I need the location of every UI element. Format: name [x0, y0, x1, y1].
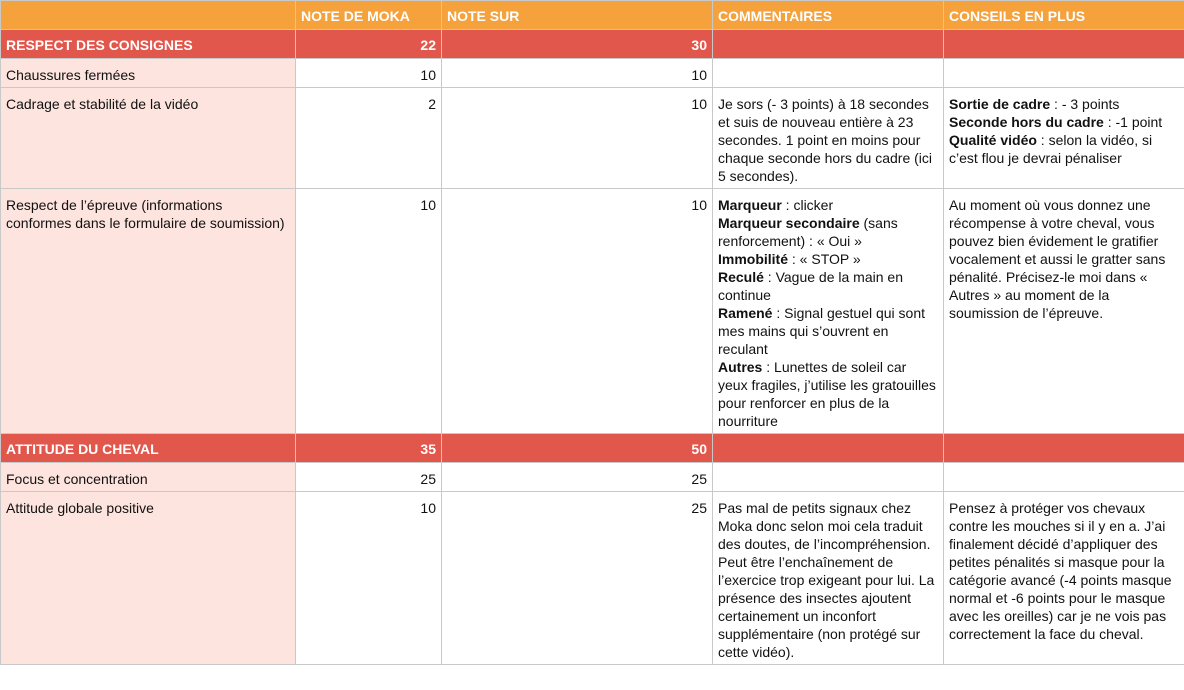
commentaire-cell: [713, 30, 944, 59]
note-sur-value: 10: [442, 189, 713, 434]
commentaire-cell: [713, 88, 944, 189]
bold-term: Sortie de cadre: [949, 96, 1051, 112]
commentaire-cell: [713, 59, 944, 88]
bold-term: Qualité vidéo: [949, 132, 1037, 148]
commentaire-cell: [713, 463, 944, 492]
note-moka-value: 10: [296, 59, 442, 88]
note-moka-value: 10: [296, 492, 442, 665]
note-moka-value: 22: [296, 30, 442, 59]
line-text: : Signal gestuel qui sont mes mains qui s’ouvrent en reculant: [718, 305, 926, 357]
table-row: [1, 463, 1184, 492]
note-moka-value: 2: [296, 88, 442, 189]
line-text: Au moment où vous donnez une récompense à votre cheval, vous pouvez bien évidement le gratifier vocalement et aussi le gratter sans pénalité. Précisez-le moi dans « Autres » au moment de la soumission de l’épreuve.: [949, 197, 1166, 321]
conseil-line: [949, 113, 1179, 131]
note-sur-value: 30: [442, 30, 713, 59]
bold-term: Seconde hors du cadre: [949, 114, 1104, 130]
conseil-line: [949, 131, 1179, 167]
commentaire-line: [718, 196, 938, 214]
table-row: [1, 59, 1184, 88]
header-note-moka: NOTE DE MOKA: [296, 1, 442, 30]
table-row: [1, 492, 1184, 665]
header-conseils: CONSEILS EN PLUS: [944, 1, 1184, 30]
header-commentaires: COMMENTAIRES: [713, 1, 944, 30]
conseil-cell: [944, 492, 1184, 665]
commentaire-line: [718, 304, 938, 358]
line-text: Pensez à protéger vos chevaux contre les mouches si il y en a. J’ai finalement décidé d’appliquer des petites pénalités si masque pour la catégorie avancé (-4 points masque normal et -6 points pour le masque avec les oreilles) car je ne vois pas correctement la face du cheval.: [949, 500, 1172, 642]
section-row: [1, 30, 1184, 59]
criteria-label: Attitude globale positive: [1, 492, 296, 665]
criteria-label: Focus et concentration: [1, 463, 296, 492]
section-row: [1, 434, 1184, 463]
commentaire-cell: [713, 434, 944, 463]
commentaire-cell: [713, 189, 944, 434]
note-sur-value: 10: [442, 88, 713, 189]
conseil-cell: [944, 30, 1184, 59]
note-moka-value: 10: [296, 189, 442, 434]
table-row: [1, 189, 1184, 434]
commentaire-line: [718, 268, 938, 304]
line-text: : -1 point: [1103, 114, 1163, 130]
line-text: (sans renforcement) : « Oui »: [718, 215, 898, 249]
note-moka-value: 25: [296, 463, 442, 492]
bold-term: Reculé: [718, 269, 764, 285]
conseil-cell: [944, 463, 1184, 492]
line-text: : selon la vidéo, si c’est flou je devrai pénaliser: [949, 132, 1153, 166]
line-text: : Vague de la main en continue: [718, 269, 903, 303]
criteria-label: Respect de l’épreuve (informations conformes dans le formulaire de soumission): [1, 189, 296, 434]
conseil-line: [949, 499, 1179, 643]
commentaire-line: [718, 499, 938, 661]
table-body: [1, 30, 1184, 665]
table-header-row: [1, 1, 1184, 30]
commentaire-line: [718, 358, 938, 430]
note-sur-value: 10: [442, 59, 713, 88]
conseil-cell: [944, 189, 1184, 434]
conseil-cell: [944, 59, 1184, 88]
table-row: [1, 88, 1184, 189]
conseil-line: [949, 95, 1179, 113]
commentaire-line: [718, 214, 938, 250]
line-text: Pas mal de petits signaux chez Moka donc selon moi cela traduit des doutes, de l’incompréhension. Peut être l’enchaînement de l’exercice trop exigeant pour lui. La présence des insectes ajoutent certainement un inconfort supplémentaire (non protégé sur cette vidéo).: [718, 500, 935, 660]
commentaire-cell: [713, 492, 944, 665]
criteria-label: Chaussures fermées: [1, 59, 296, 88]
commentaire-line: [718, 95, 938, 185]
section-title: ATTITUDE DU CHEVAL: [1, 434, 296, 463]
section-title: RESPECT DES CONSIGNES: [1, 30, 296, 59]
line-text: : « STOP »: [788, 251, 861, 267]
commentaire-line: [718, 250, 938, 268]
conseil-line: [949, 196, 1179, 322]
note-sur-value: 50: [442, 434, 713, 463]
bold-term: Ramené: [718, 305, 773, 321]
note-sur-value: 25: [442, 463, 713, 492]
conseil-cell: [944, 434, 1184, 463]
line-text: : Lunettes de soleil car yeux fragiles, j’utilise les gratouilles pour renforcer en plus de la nourriture: [718, 359, 936, 429]
bold-term: Marqueur: [718, 197, 782, 213]
bold-term: Marqueur secondaire: [718, 215, 860, 231]
line-text: Je sors (- 3 points) à 18 secondes et suis de nouveau entière à 23 secondes. 1 point en moins pour chaque seconde hors du cadre (ici 5 secondes).: [718, 96, 933, 184]
header-note-sur: NOTE SUR: [442, 1, 713, 30]
bold-term: Immobilité: [718, 251, 789, 267]
note-moka-value: 35: [296, 434, 442, 463]
header-criteria: [1, 1, 296, 30]
line-text: : clicker: [781, 197, 834, 213]
bold-term: Autres: [718, 359, 763, 375]
conseil-cell: [944, 88, 1184, 189]
note-sur-value: 25: [442, 492, 713, 665]
criteria-label: Cadrage et stabilité de la vidéo: [1, 88, 296, 189]
line-text: : - 3 points: [1050, 96, 1120, 112]
